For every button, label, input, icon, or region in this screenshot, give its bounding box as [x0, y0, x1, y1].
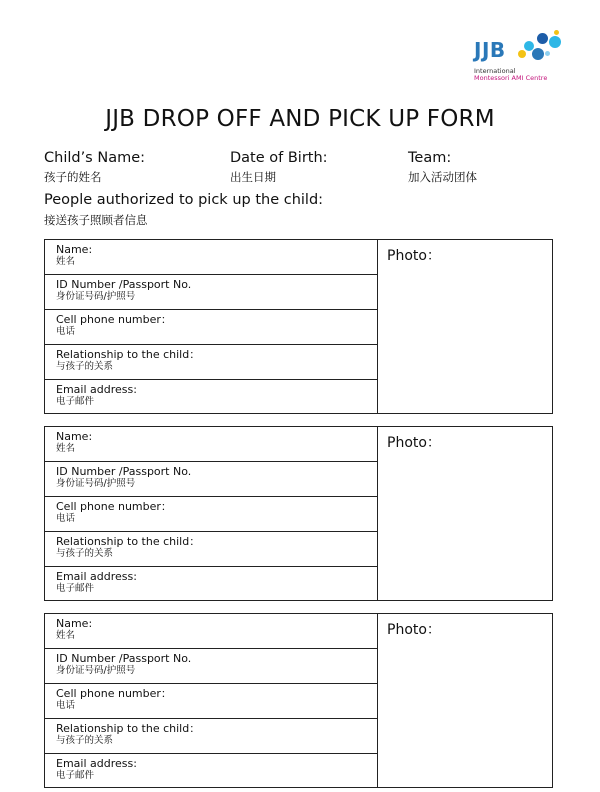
- field-date-of-birth: [230, 150, 328, 185]
- logo-dot: [554, 30, 559, 35]
- row-label: Relationship to the child：: [56, 535, 201, 548]
- row-label: Name:: [56, 243, 93, 256]
- photo-box-label: Photo：: [387, 622, 441, 638]
- row-label: Name:: [56, 617, 93, 630]
- person-info-rows: [45, 240, 378, 413]
- authorized-people-heading: [44, 192, 323, 228]
- field-label: Team:: [408, 150, 452, 166]
- photo-box-label: Photo：: [387, 248, 441, 264]
- row-label: ID Number /Passport No.: [56, 652, 192, 665]
- jjb-logo: [474, 30, 570, 86]
- row-label-zh: 身份证号码/护照号: [56, 665, 136, 676]
- person-info-rows: [45, 427, 378, 600]
- row-label-zh: 电话: [56, 700, 76, 711]
- person-info-rows: [45, 614, 378, 787]
- field-label-zh: 出生日期: [230, 170, 276, 184]
- row-label: Email address:: [56, 757, 137, 770]
- row-label: Cell phone number：: [56, 500, 172, 513]
- row-label: Relationship to the child：: [56, 722, 201, 735]
- field-child-name: [44, 150, 145, 185]
- row-label-zh: 电话: [56, 513, 76, 524]
- person-card: [44, 613, 553, 788]
- section-heading-zh: 接送孩子照顾者信息: [44, 213, 148, 227]
- form-title: JJB DROP OFF AND PICK UP FORM: [105, 106, 495, 132]
- person-card: [44, 239, 553, 414]
- row-label-zh: 与孩子的关系: [56, 735, 114, 746]
- row-label: Email address:: [56, 570, 137, 583]
- logo-dot: [518, 50, 526, 58]
- row-label-zh: 电子邮件: [56, 770, 95, 781]
- row-label-zh: 电话: [56, 326, 76, 337]
- field-team: [408, 150, 477, 185]
- field-label: Date of Birth:: [230, 150, 328, 166]
- row-label: Name:: [56, 430, 93, 443]
- row-email[interactable]: [45, 567, 377, 602]
- logo-dot: [532, 48, 544, 60]
- logo-subtitle-centre: Montessori AMI Centre: [474, 74, 548, 82]
- person-card: [44, 426, 553, 601]
- row-id-number[interactable]: [45, 275, 377, 310]
- row-label: Cell phone number：: [56, 687, 172, 700]
- row-label-zh: 电子邮件: [56, 396, 95, 407]
- logo-dot: [537, 33, 548, 44]
- row-label-zh: 电子邮件: [56, 583, 95, 594]
- row-label-zh: 身份证号码/护照号: [56, 478, 136, 489]
- row-email[interactable]: [45, 754, 377, 789]
- row-label: Relationship to the child：: [56, 348, 201, 361]
- row-label-zh: 身份证号码/护照号: [56, 291, 136, 302]
- field-label-zh: 孩子的姓名: [44, 170, 102, 184]
- row-label-zh: 与孩子的关系: [56, 361, 114, 372]
- row-name[interactable]: [45, 614, 377, 649]
- row-name[interactable]: [45, 240, 377, 275]
- photo-box-label: Photo：: [387, 435, 441, 451]
- field-label-zh: 加入活动团体: [408, 170, 477, 184]
- row-email[interactable]: [45, 380, 377, 415]
- row-label-zh: 姓名: [56, 256, 76, 267]
- row-label-zh: 姓名: [56, 443, 76, 454]
- row-label: Cell phone number：: [56, 313, 172, 326]
- row-cell-phone[interactable]: [45, 310, 377, 345]
- row-cell-phone[interactable]: [45, 684, 377, 719]
- logo-dot: [545, 51, 550, 56]
- field-label: Child’s Name:: [44, 150, 146, 166]
- row-relationship[interactable]: [45, 719, 377, 754]
- row-relationship[interactable]: [45, 532, 377, 567]
- row-cell-phone[interactable]: [45, 497, 377, 532]
- row-name[interactable]: [45, 427, 377, 462]
- row-label-zh: 与孩子的关系: [56, 548, 114, 559]
- logo-wordmark: JJB: [474, 38, 506, 62]
- row-label: ID Number /Passport No.: [56, 278, 192, 291]
- section-heading: People authorized to pick up the child:: [44, 192, 324, 208]
- row-id-number[interactable]: [45, 462, 377, 497]
- row-id-number[interactable]: [45, 649, 377, 684]
- row-label: ID Number /Passport No.: [56, 465, 192, 478]
- logo-subtitle-international: International: [474, 67, 516, 75]
- row-label-zh: 姓名: [56, 630, 76, 641]
- logo-dot: [549, 36, 561, 48]
- row-label: Email address:: [56, 383, 137, 396]
- row-relationship[interactable]: [45, 345, 377, 380]
